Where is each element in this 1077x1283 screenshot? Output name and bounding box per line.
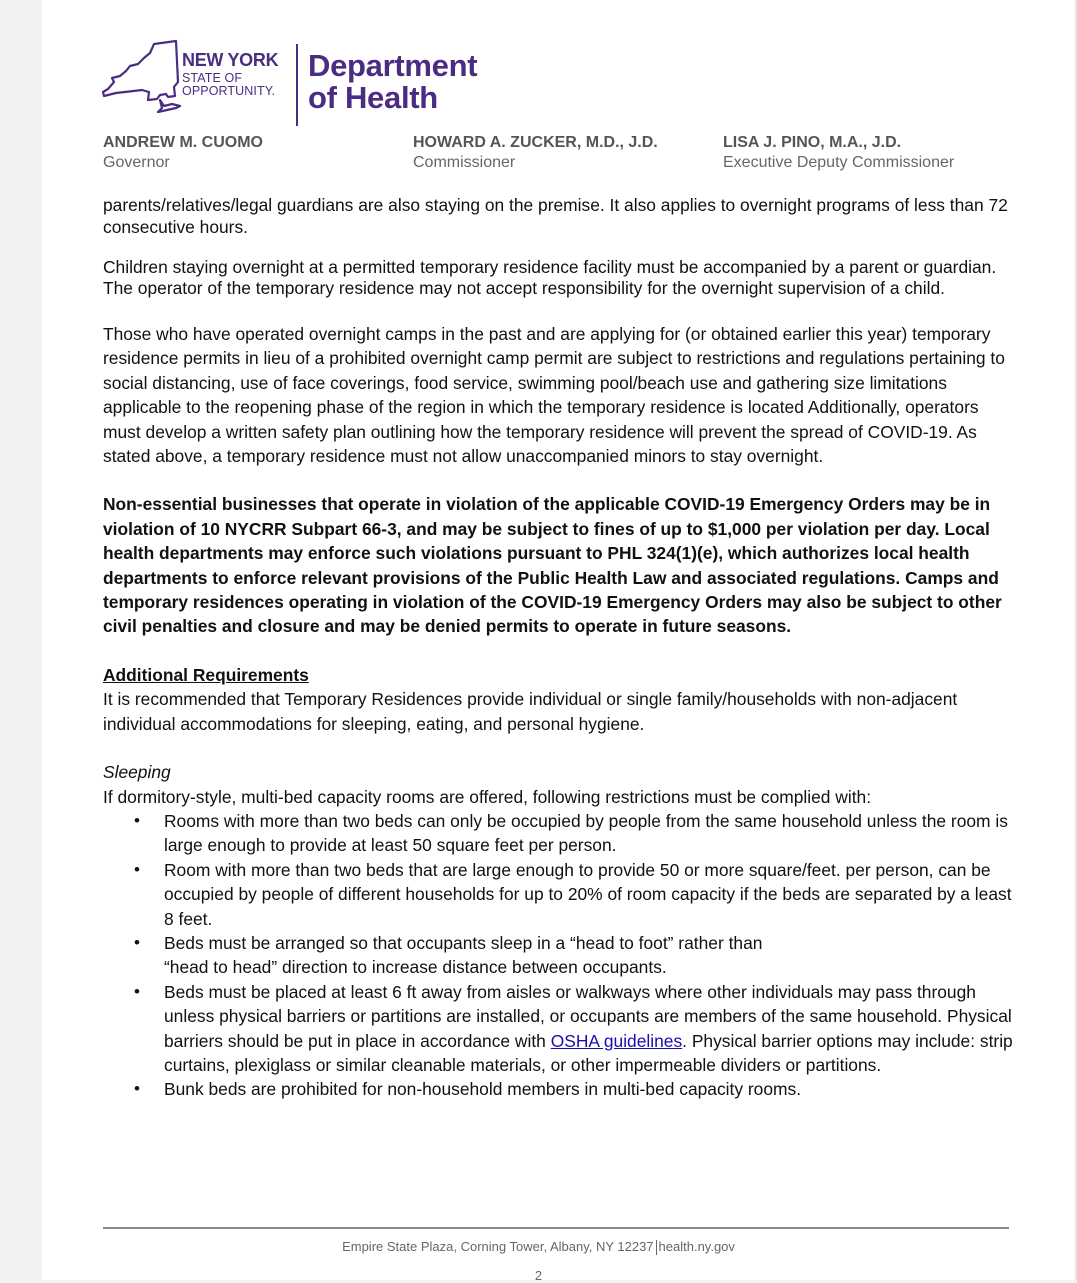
footer-separator <box>656 1240 657 1255</box>
dept-line2: of Health <box>308 80 438 115</box>
list-item-text-tail: . Physical barrier options may include: strip curtains, plexiglass or similar cleanable materials, or other impermeable dividers or partitions. <box>164 1030 1013 1075</box>
official-title: Executive Deputy Commissioner <box>723 154 955 171</box>
official-name: ANDREW M. CUOMO <box>103 134 263 151</box>
logo-opportunity: OPPORTUNITY. <box>182 84 276 98</box>
subheading-sleeping: Sleeping <box>103 762 171 783</box>
sleeping-restrictions-list <box>103 809 1013 1102</box>
dept-line1: Department <box>308 48 478 83</box>
bullet-icon: • <box>134 932 140 952</box>
list-item-text: Room with more than two beds that are large enough to provide 50 or more square/feet. per person, can be occupied by people of different households for up to 20% of room capacity if the beds are separated by a least 8 feet. <box>164 859 1012 929</box>
bullet-icon: • <box>134 859 140 879</box>
logo-state-of: STATE OF <box>182 71 243 85</box>
list-item-text: Beds must be arranged so that occupants sleep in a “head to foot” rather than <box>164 932 763 953</box>
paragraph-recommendation: It is recommended that Temporary Residences provide individual or single family/households with non-adjacent individual accommodations for sleeping, eating, and personal hygiene. <box>103 689 958 734</box>
list-item <box>103 931 1013 980</box>
footer-website: health.ny.gov <box>658 1239 735 1254</box>
list-item <box>103 809 1013 858</box>
list-item-text-line2: “head to head” direction to increase distance between occupants. <box>164 957 667 978</box>
list-item <box>103 980 1013 1078</box>
paragraph-enforcement-warning: Non-essential businesses that operate in violation of the applicable COVID-19 Emergency Orders may be in violation of 10 NYCRR Subpart 66-3, and may be subject to fines of up to $1,000 per violation per day. Local health departments may enforce such violations pursuant to PHL 324(1)(e), which authorizes local health departments to enforce relevant provisions of the Public Health Law and associated regulations. Camps and temporary residences operating in violation of the COVID-19 Emergency Orders may also be subject to other civil penalties and closure and may be denied permits to operate in future seasons. <box>103 494 1002 637</box>
list-item-text: Beds must be placed at least 6 ft away from aisles or walkways where other individuals may pass through unless physical barriers or partitions are installed, or occupants are members of the same household. Physical barriers should be put in place in accordance with <box>164 981 1012 1051</box>
list-item-text: Bunk beds are prohibited for non-household members in multi-bed capacity rooms. <box>164 1079 802 1100</box>
bullet-icon: • <box>134 981 140 1001</box>
bullet-icon: • <box>134 810 140 830</box>
nys-doh-logo <box>102 38 482 128</box>
page-number: 2 <box>534 1268 543 1283</box>
footer <box>0 1239 1077 1255</box>
official-governor <box>103 133 263 173</box>
official-commissioner <box>413 133 658 173</box>
document-body <box>103 194 1013 1102</box>
list-item-text: Rooms with more than two beds can only be occupied by people from the same household unless the room is large enough to provide at least 50 square feet per person. <box>164 810 1008 856</box>
official-name: LISA J. PINO, M.A., J.D. <box>723 134 902 151</box>
bullet-icon: • <box>134 1079 140 1099</box>
list-item <box>103 858 1013 931</box>
section-heading-additional-requirements: Additional Requirements <box>103 664 309 685</box>
official-title: Commissioner <box>413 154 516 171</box>
footer-address: Empire State Plaza, Corning Tower, Albany, NY 12237 <box>342 1239 654 1254</box>
official-deputy-commissioner <box>723 133 954 173</box>
paragraph-overnight-camps: Those who have operated overnight camps in the past and are applying for (or obtained earlier this year) temporary residence permits in lieu of a prohibited overnight camp permit are subject to restrictions and regulations pertaining to social distancing, use of face coverings, food service, swimming pool/beach use and gathering size limitations applicable to the reopening phase of the region in which the temporary residence is located Additionally, operators must develop a written safety plan outlining how the temporary residence will prevent the spread of COVID-19. As stated above, a temporary residence must not allow unaccompanied minors to stay overnight. <box>103 324 1005 467</box>
paragraph-children: Children staying overnight at a permitted temporary residence facility must be accompanied by a parent or guardian. The operator of the temporary residence may not accept responsibility for the overnight supervision of a child. <box>103 257 997 298</box>
department-name <box>308 50 477 114</box>
official-name: HOWARD A. ZUCKER, M.D., J.D. <box>413 134 658 151</box>
list-item <box>103 1077 1013 1101</box>
official-title: Governor <box>103 154 170 171</box>
osha-guidelines-link[interactable]: OSHA guidelines <box>550 1030 683 1051</box>
new-york-state-outline-icon <box>102 38 182 118</box>
footer-divider <box>103 1227 1009 1229</box>
logo-new-york: NEW YORK <box>182 50 279 70</box>
logo-divider <box>296 44 298 126</box>
paragraph-premise: parents/relatives/legal guardians are also staying on the premise. It also applies to overnight programs of less than 72 consecutive hours. <box>103 195 1008 237</box>
paragraph-dormitory-intro: If dormitory-style, multi-bed capacity rooms are offered, following restrictions must be complied with: <box>103 786 872 807</box>
